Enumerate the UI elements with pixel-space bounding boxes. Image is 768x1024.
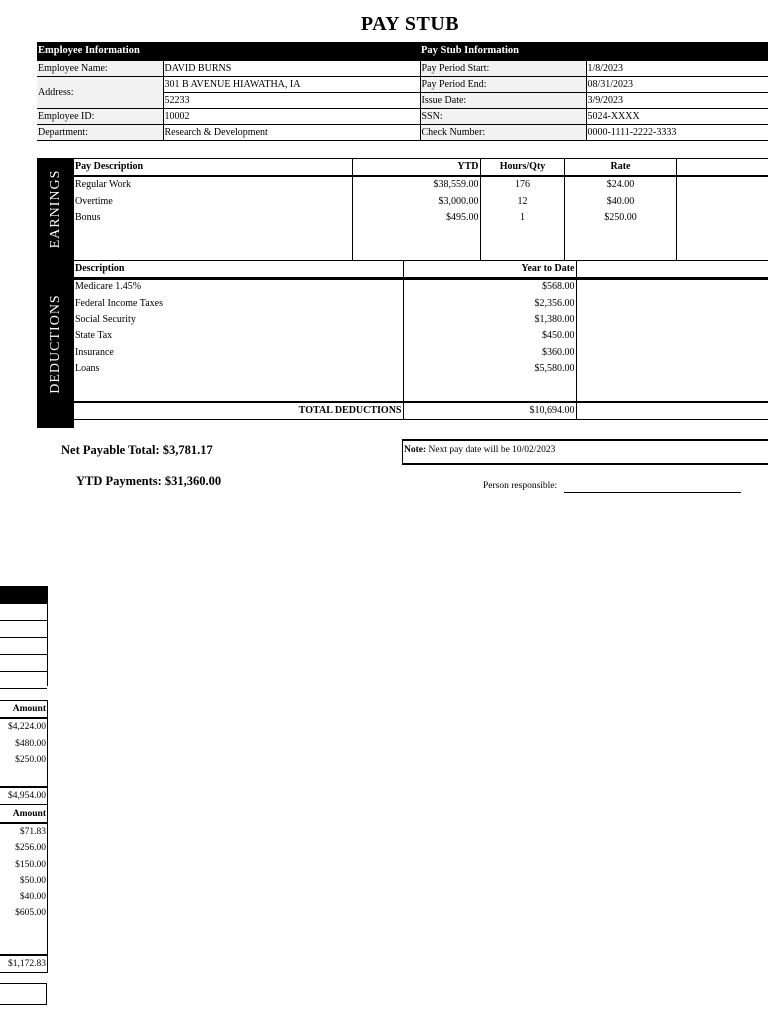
deductions-row-desc: Insurance <box>74 344 403 360</box>
pay-period-end-label: Pay Period End: <box>420 77 586 93</box>
note-text: Next pay date will be 10/02/2023 <box>428 445 556 455</box>
earnings-row-desc: Overtime <box>74 194 352 210</box>
deductions-ytd-header: Year to Date <box>403 261 576 279</box>
table-row <box>74 344 768 360</box>
fragment-header-bar <box>0 586 48 604</box>
deductions-row-desc: Medicare 1.45% <box>74 278 403 295</box>
fragment-earnings-value: $250.00 <box>0 752 48 768</box>
table-row <box>74 312 768 328</box>
earnings-hours-header: Hours/Qty <box>480 159 564 177</box>
ytd-payments: YTD Payments: $31,360.00 <box>76 474 222 488</box>
deductions-row-ytd: $2,356.00 <box>403 296 576 312</box>
fragment-deductions-value: $71.83 <box>0 823 48 840</box>
fragment-earnings-total: $4,954.00 <box>0 787 48 805</box>
address-label: Address: <box>37 77 163 109</box>
address-line1: 301 B AVENUE HIAWATHA, IA <box>163 77 420 93</box>
fragment-deductions-value: $605.00 <box>0 905 48 921</box>
deductions-row-ytd: $360.00 <box>403 344 576 360</box>
earnings-row-rate: $250.00 <box>564 210 676 226</box>
check-number-label: Check Number: <box>420 125 586 141</box>
stub-info-header: Pay Stub Information <box>420 42 768 61</box>
earnings-row-desc: Bonus <box>74 210 352 226</box>
deductions-side-label: DEDUCTIONS <box>47 294 63 394</box>
earnings-row-rate: $24.00 <box>564 176 676 193</box>
earnings-desc-header: Pay Description <box>74 159 352 177</box>
fragment-earnings-table <box>0 700 48 973</box>
earnings-row-ytd: $38,559.00 <box>352 176 480 193</box>
note-box <box>402 439 768 465</box>
deductions-row-desc: Federal Income Taxes <box>74 296 403 312</box>
earnings-sidebar <box>37 158 74 260</box>
deductions-row-desc: Social Security <box>74 312 403 328</box>
table-row <box>74 194 768 210</box>
table-row <box>74 296 768 312</box>
fragment-deductions-total: $1,172.83 <box>0 955 48 973</box>
total-deductions-label: TOTAL DEDUCTIONS <box>74 402 403 420</box>
total-deductions-value: $10,694.00 <box>403 402 576 420</box>
pay-period-start-value: 1/8/2023 <box>586 61 740 77</box>
table-row <box>74 176 768 193</box>
fragment-deductions-value: $256.00 <box>0 840 48 856</box>
deductions-row-desc: Loans <box>74 361 403 377</box>
deductions-desc-header: Description <box>74 261 403 279</box>
deductions-row-desc: State Tax <box>74 328 403 344</box>
earnings-row-desc: Regular Work <box>74 176 352 193</box>
fragment-deductions-value: $50.00 <box>0 873 48 889</box>
fragment-earnings-value: $4,224.00 <box>0 718 48 735</box>
employee-id-value: 10002 <box>163 109 420 125</box>
fragment-note-box <box>0 983 47 1005</box>
fragment-earnings-value: $480.00 <box>0 736 48 752</box>
pay-period-start-label: Pay Period Start: <box>420 61 586 77</box>
employee-name-label: Employee Name: <box>37 61 163 77</box>
table-row <box>74 361 768 377</box>
deductions-sidebar <box>37 260 74 428</box>
person-responsible-label: Person responsible: <box>483 481 558 491</box>
deductions-row-ytd: $5,580.00 <box>403 361 576 377</box>
deductions-row-ytd: $568.00 <box>403 278 576 295</box>
earnings-row-hours: 1 <box>480 210 564 226</box>
check-number-value: 0000-1111-2222-3333 <box>586 125 740 141</box>
table-row <box>74 210 768 226</box>
table-row <box>74 328 768 344</box>
fragment-deductions-header: Amount <box>0 805 48 823</box>
page-title: PAY STUB <box>360 13 460 35</box>
earnings-side-label: EARNINGS <box>47 169 63 249</box>
fragment-deductions-value: $150.00 <box>0 856 48 872</box>
earnings-row-rate: $40.00 <box>564 194 676 210</box>
pay-period-end-value: 08/31/2023 <box>586 77 740 93</box>
employee-name-value: DAVID BURNS <box>163 61 420 77</box>
deductions-row-ytd: $1,380.00 <box>403 312 576 328</box>
fragment-deductions-value: $40.00 <box>0 889 48 905</box>
issue-date-value: 3/9/2023 <box>586 93 740 109</box>
signature-line <box>564 492 741 493</box>
deductions-table <box>74 260 768 420</box>
ssn-value: 5024-XXXX <box>586 109 740 125</box>
earnings-row-hours: 12 <box>480 194 564 210</box>
department-value: Research & Development <box>163 125 420 141</box>
earnings-row-ytd: $495.00 <box>352 210 480 226</box>
issue-date-label: Issue Date: <box>420 93 586 109</box>
earnings-row-hours: 176 <box>480 176 564 193</box>
address-line2: 52233 <box>163 93 420 109</box>
earnings-ytd-header: YTD <box>352 159 480 177</box>
employee-id-label: Employee ID: <box>37 109 163 125</box>
employee-info-header: Employee Information <box>37 42 420 61</box>
table-row <box>74 278 768 295</box>
net-payable-total: Net Payable Total: $3,781.17 <box>61 443 213 457</box>
ssn-label: SSN: <box>420 109 586 125</box>
fragment-info-block <box>0 604 48 686</box>
earnings-row-ytd: $3,000.00 <box>352 194 480 210</box>
note-label: Note: <box>404 445 427 455</box>
department-label: Department: <box>37 125 163 141</box>
deductions-row-ytd: $450.00 <box>403 328 576 344</box>
info-table <box>37 42 768 141</box>
earnings-rate-header: Rate <box>564 159 676 177</box>
fragment-earnings-header: Amount <box>0 701 48 719</box>
